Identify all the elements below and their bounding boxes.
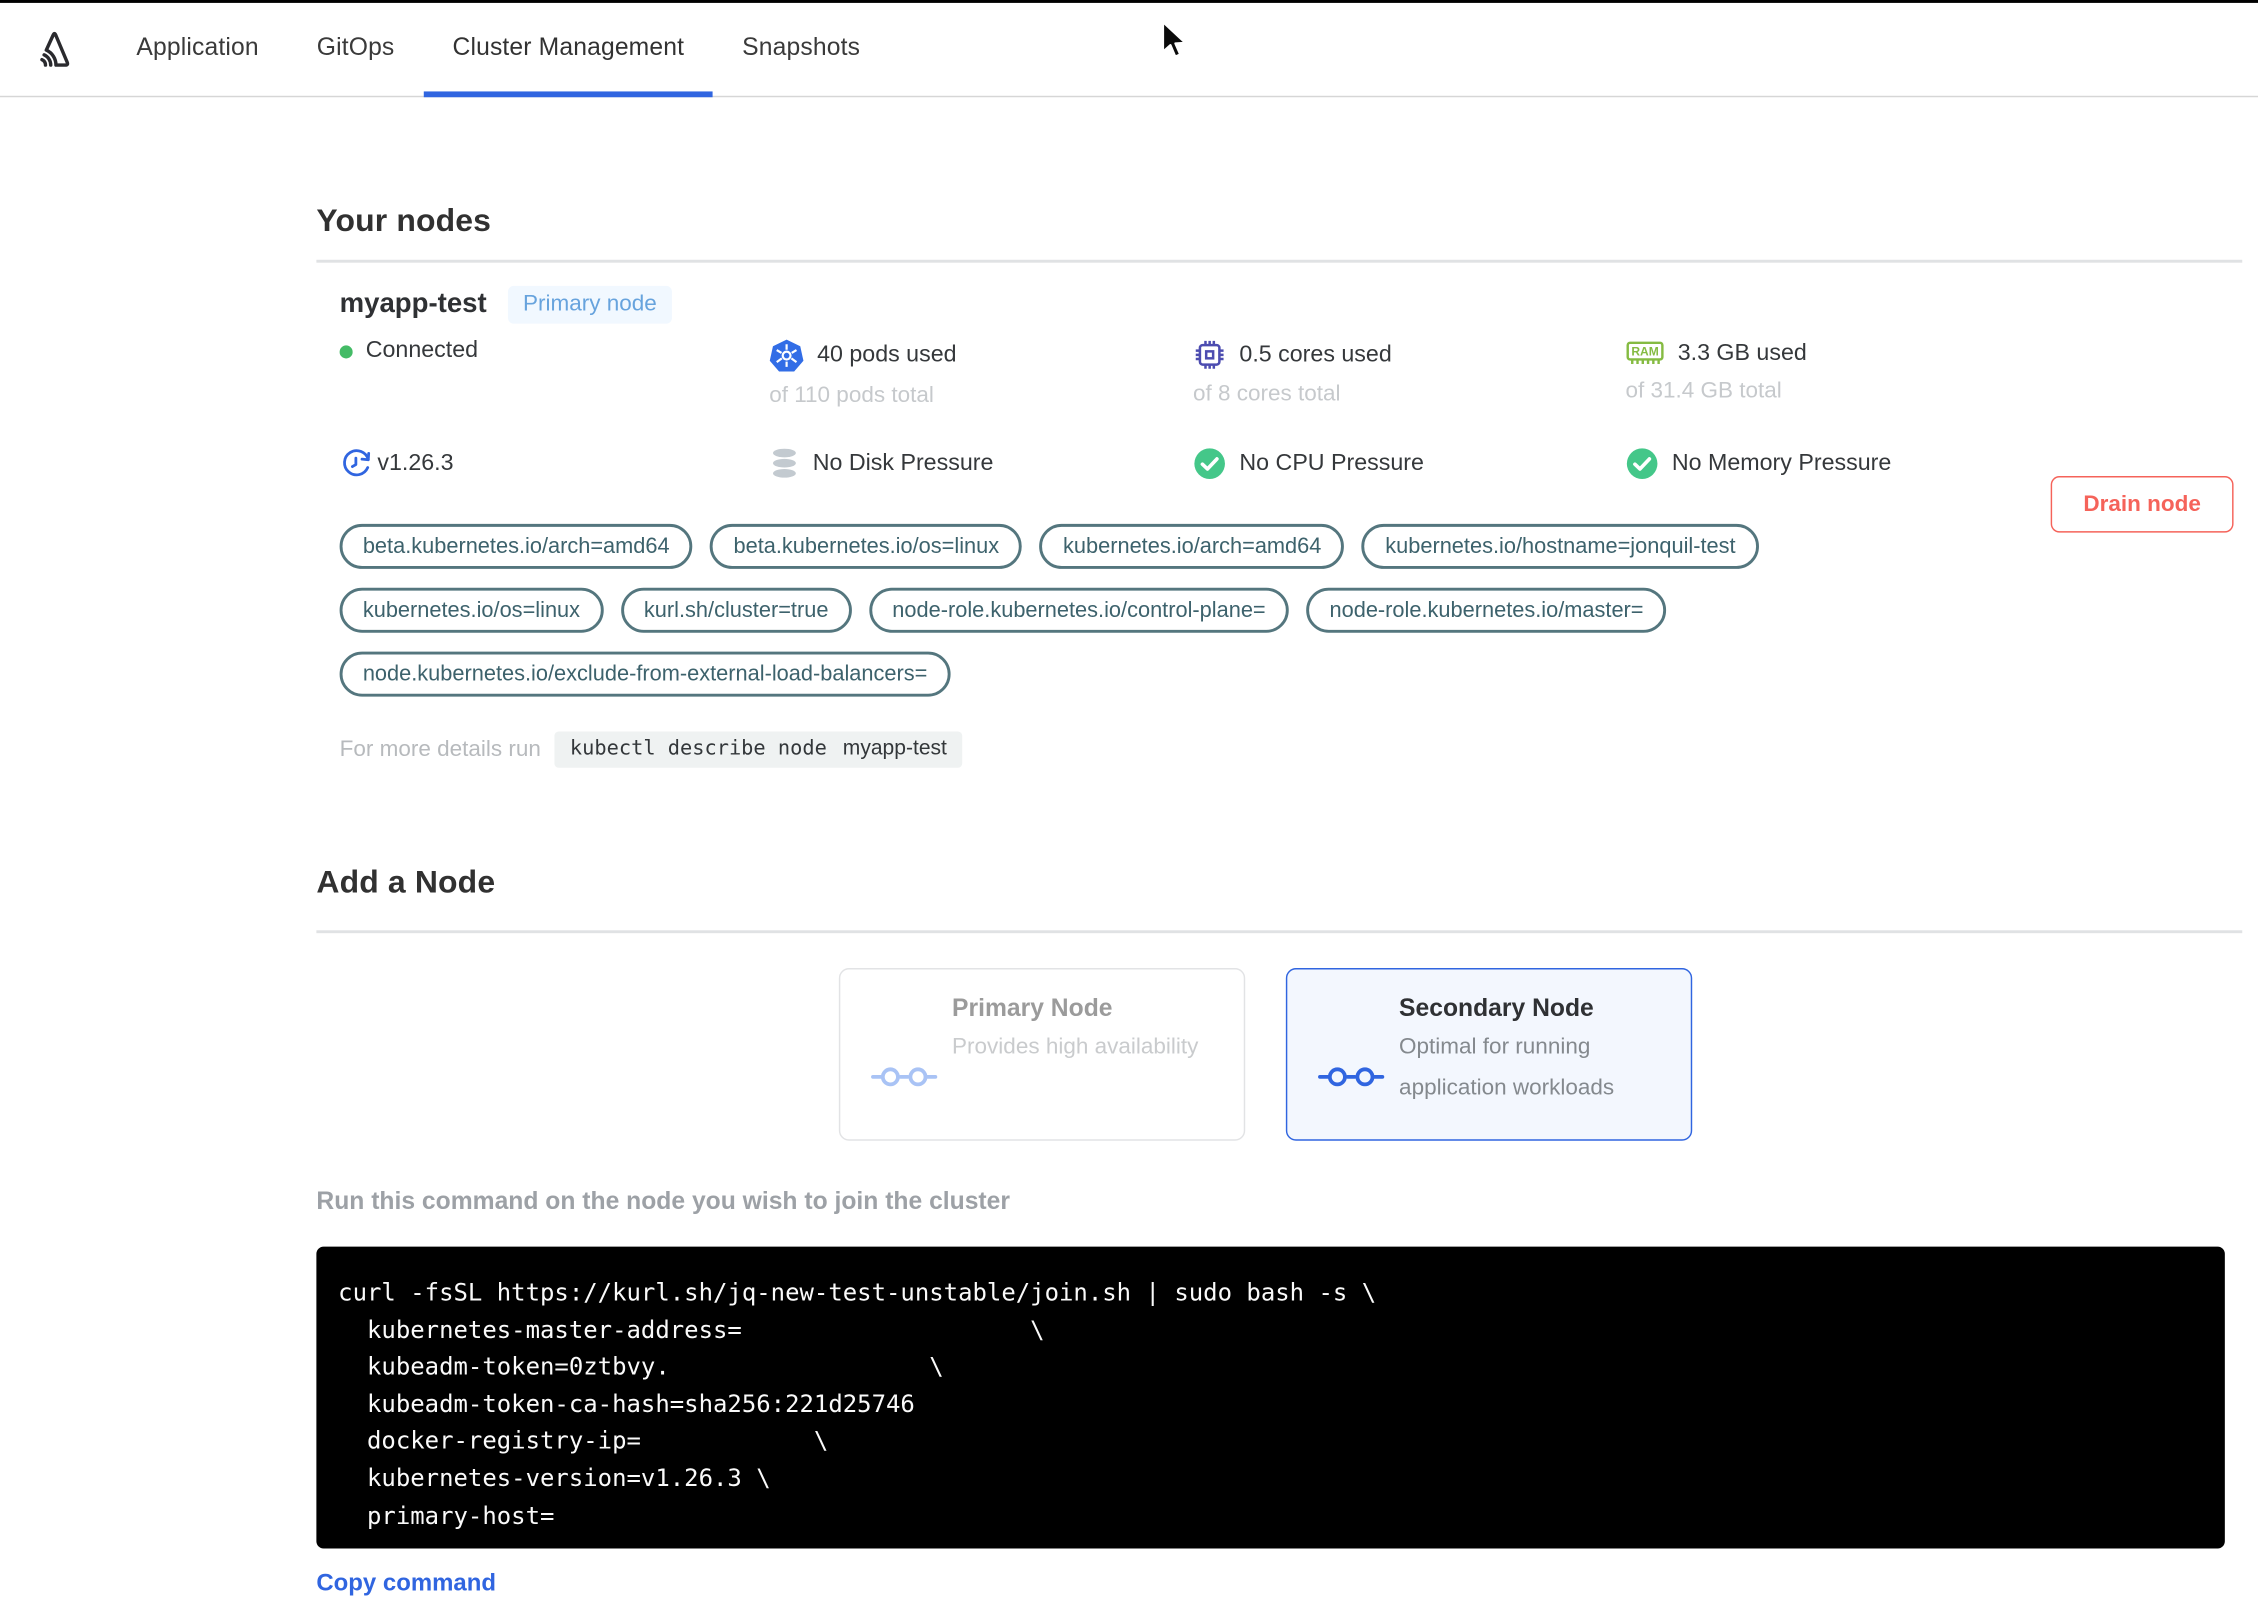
- node-label-pill: node-role.kubernetes.io/control-plane=: [869, 588, 1289, 633]
- connected-label: Connected: [365, 338, 479, 363]
- main-content: [0, 97, 2258, 1598]
- node-card: [316, 286, 2242, 768]
- linked-nodes-icon: [1318, 1014, 1385, 1139]
- node-details-hint: [316, 731, 2242, 767]
- cpu-pressure-label: No CPU Pressure: [1239, 450, 1424, 476]
- node-name: myapp-test: [339, 288, 487, 320]
- section-divider: [316, 260, 2242, 263]
- code-line: primary-host=: [338, 1501, 555, 1530]
- nav-tabs: [107, 0, 889, 96]
- tab-gitops[interactable]: GitOps: [316, 33, 395, 61]
- code-line: kubeadm-token-ca-hash=sha256:221d25746: [338, 1390, 915, 1418]
- add-node-heading: Add a Node: [316, 863, 496, 900]
- section-divider: [316, 930, 2242, 933]
- tab-snapshots[interactable]: Snapshots: [742, 33, 861, 61]
- stat-memory: [1625, 338, 2242, 409]
- memory-pressure-label: No Memory Pressure: [1671, 450, 1892, 476]
- node-label-pill: kurl.sh/cluster=true: [621, 588, 852, 633]
- tab-cluster-management[interactable]: Cluster Management: [423, 0, 713, 96]
- window-top-edge: [0, 0, 2258, 3]
- drain-node-button[interactable]: Drain node: [2051, 476, 2234, 533]
- stat-cores: [1193, 338, 1625, 409]
- node-labels: [316, 524, 1936, 697]
- node-header: [316, 286, 2242, 324]
- replicated-logo[interactable]: [0, 0, 107, 96]
- pods-used-label: 40 pods used: [817, 342, 957, 368]
- top-nav: [0, 0, 2258, 97]
- primary-node-option-title: Primary Node: [952, 994, 1113, 1022]
- code-line: curl -fsSL https://kurl.sh/jq-new-test-unstable/join.sh | sudo bash -s \: [338, 1278, 1377, 1307]
- replicated-logo-icon: [29, 24, 77, 72]
- primary-node-option-description: Provides high availability: [952, 1034, 1199, 1060]
- mouse-cursor: [1157, 19, 1187, 68]
- node-label-pill: node.kubernetes.io/exclude-from-external-load-balancers=: [340, 652, 951, 697]
- node-type-options: [839, 968, 2242, 1141]
- node-label-pill: kubernetes.io/os=linux: [340, 588, 604, 633]
- code-line: kubeadm-token=0ztbvy. \: [338, 1352, 944, 1381]
- check-circle-icon: [1625, 447, 1658, 480]
- node-label-pill: kubernetes.io/hostname=jonquil-test: [1362, 524, 1759, 569]
- memory-used-label: 3.3 GB used: [1677, 340, 1807, 366]
- secondary-node-option[interactable]: [1286, 968, 1692, 1141]
- check-circle-icon: [1193, 447, 1226, 480]
- secondary-node-option-description: Optimal for running application workloads: [1399, 1034, 1615, 1101]
- stat-pods: [769, 338, 1193, 409]
- version-label: v1.26.3: [377, 450, 454, 476]
- cores-total-label: of 8 cores total: [1192, 381, 1341, 407]
- cores-used-label: 0.5 cores used: [1239, 341, 1392, 367]
- code-line: kubernetes-master-address= \: [338, 1315, 1045, 1344]
- kubectl-command-node: myapp-test: [842, 737, 947, 761]
- stat-disk-pressure: [769, 447, 1193, 480]
- join-command-codeblock: [316, 1247, 2224, 1549]
- copy-command-link[interactable]: Copy command: [316, 1570, 497, 1597]
- linked-nodes-icon: [871, 1014, 938, 1139]
- version-icon: [340, 447, 373, 480]
- svg-text:RAM: RAM: [1631, 344, 1659, 359]
- disk-icon: [769, 447, 799, 480]
- primary-node-option[interactable]: [839, 968, 1245, 1141]
- your-nodes-heading: Your nodes: [316, 201, 492, 239]
- tab-application[interactable]: Application: [136, 33, 259, 61]
- secondary-node-option-title: Secondary Node: [1399, 994, 1594, 1022]
- node-stats-grid: [316, 338, 2242, 480]
- primary-node-badge: Primary node: [508, 286, 671, 324]
- ram-icon: [1625, 338, 1664, 368]
- node-label-pill: beta.kubernetes.io/os=linux: [710, 524, 1022, 569]
- disk-pressure-label: No Disk Pressure: [812, 450, 994, 476]
- join-command-instruction: Run this command on the node you wish to join the cluster: [316, 1187, 1010, 1215]
- cpu-icon: [1193, 338, 1226, 371]
- stat-version: [340, 447, 770, 480]
- connected-status-dot: [340, 345, 353, 358]
- kubernetes-icon: [769, 338, 804, 373]
- code-line: kubernetes-version=v1.26.3 \: [338, 1464, 771, 1492]
- stat-connected: [340, 338, 770, 409]
- node-label-pill: kubernetes.io/arch=amd64: [1040, 524, 1345, 569]
- pods-total-label: of 110 pods total: [769, 383, 934, 408]
- node-label-pill: node-role.kubernetes.io/master=: [1306, 588, 1666, 633]
- code-line: docker-registry-ip= \: [338, 1427, 829, 1455]
- node-label-pill: beta.kubernetes.io/arch=amd64: [340, 524, 693, 569]
- stat-cpu-pressure: [1193, 447, 1625, 480]
- kubectl-command-chip: [554, 731, 963, 767]
- memory-total-label: of 31.4 GB total: [1625, 378, 1782, 404]
- details-hint-text: For more details run: [339, 736, 541, 762]
- kubectl-command-text: kubectl describe node: [569, 737, 827, 761]
